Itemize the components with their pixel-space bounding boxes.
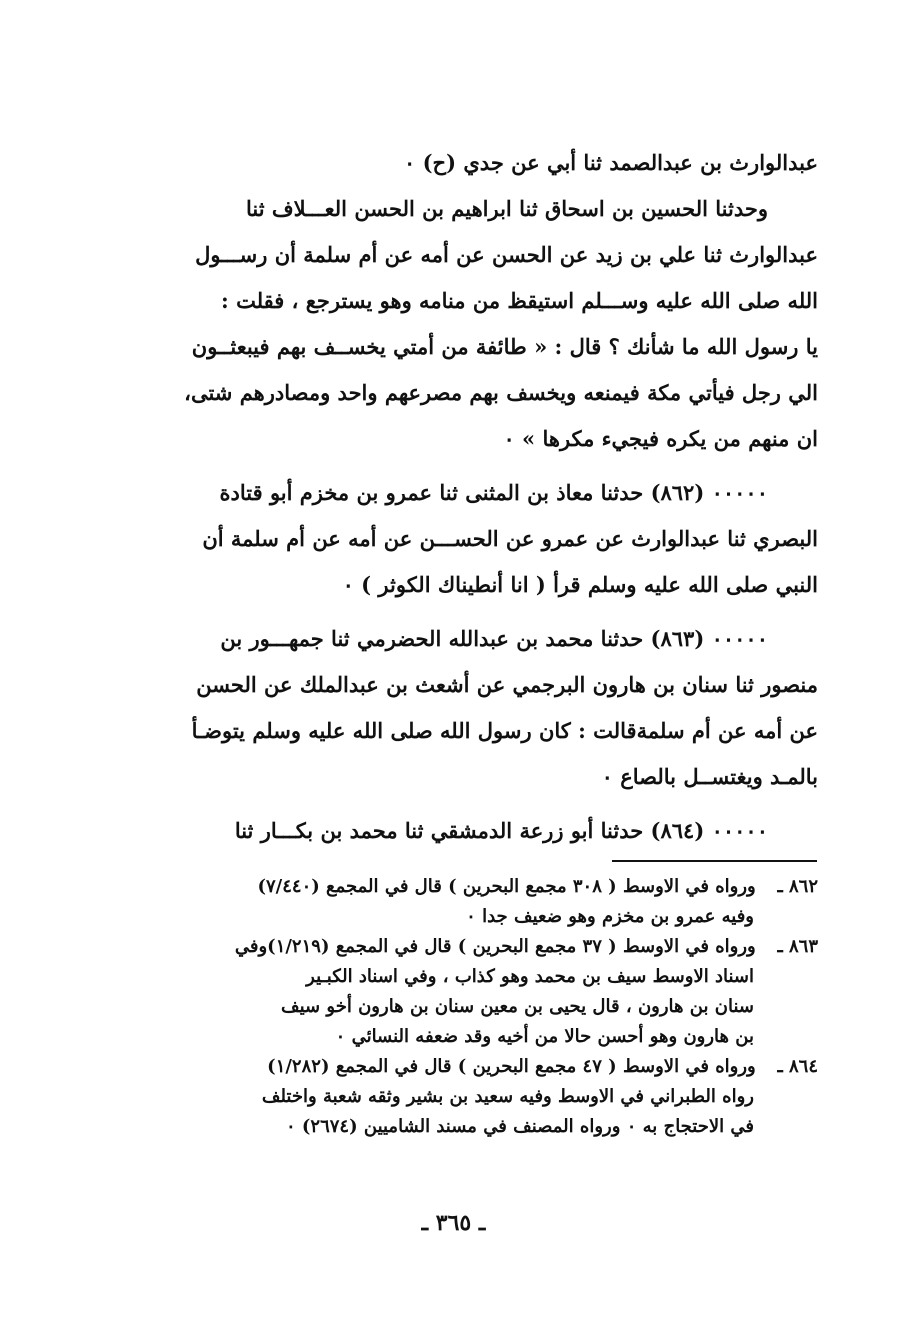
- page-number: ـ ٣٦٥ ـ: [421, 1210, 486, 1236]
- text-line: الله صلى الله عليه وســـلم استيقظ من منامه وهو يسترجع ، فقلت :: [221, 288, 818, 313]
- text-line: ٠٠٠٠٠ (٨٦٣) حدثنا محمد بن عبدالله الحضرمي ثنا جمهـــور بن: [220, 626, 768, 651]
- footnote-line: وفيه عمرو بن مخزم وهو ضعيف جدا ٠: [466, 906, 754, 927]
- footnotes: [100, 872, 818, 1142]
- text-line: البصري ثنا عبدالوارث عن عمرو عن الحســـن عن أمه عن أم سلمة أن: [202, 526, 818, 551]
- text-line: عبدالوارث ثنا علي بن زيد عن الحسن عن أمه عن أم سلمة أن رســـول: [195, 242, 818, 267]
- text-line: بالمـد ويغتســل بالصاع ٠: [601, 764, 818, 789]
- main-text: [100, 140, 818, 854]
- footnote-line: اسناد الاوسط سيف بن محمد وهو كذاب ، وفي اسناد الكبـير: [306, 966, 754, 987]
- footnote-line: رواه الطبراني في الاوسط وفيه سعيد بن بشير وثقه شعبة واختلف: [261, 1086, 754, 1107]
- footnote-line: سنان بن هارون ، قال يحيى بن معين سنان بن هارون أخو سيف: [280, 996, 754, 1017]
- footnote-line: [100, 872, 818, 902]
- footnote-text: ورواه في الاوسط ( ٤٧ مجمع البحرين ) قال في المجمع (١/٢٨٢): [267, 1056, 756, 1077]
- footnote-line: بن هارون وهو أحسن حالا من أخيه وقد ضعفه النسائي ٠: [335, 1026, 754, 1047]
- text-line: الي رجل فيأتي مكة فيمنعه ويخسف بهم مصرعهم واحد ومصادرهم شتى،: [184, 380, 818, 405]
- text-line: يا رسول الله ما شأنك ؟ قال : « طائفة من أمتي يخســف بهم فيبعثــون: [191, 334, 818, 359]
- footnote-text: ورواه في الاوسط ( ٣٧ مجمع البحرين ) قال في المجمع (١/٢١٩)وفي: [234, 936, 756, 957]
- footnote-line: [100, 1052, 818, 1082]
- text-line: وحدثنا الحسين بن اسحاق ثنا ابراهيم بن الحسن العـــلاف ثنا: [246, 196, 768, 221]
- footnote-line: [100, 932, 818, 962]
- footnote-number: ٨٦٣ ـ: [777, 936, 818, 957]
- footnote-number: ٨٦٢ ـ: [777, 876, 818, 897]
- text-line: ان منهم من يكره فيجيء مكرها » ٠: [503, 426, 818, 451]
- text-line: عبدالوارث بن عبدالصمد ثنا أبي عن جدي (ح) ٠: [404, 150, 818, 175]
- footnote-separator: [612, 860, 817, 862]
- text-line: ٠٠٠٠٠ (٨٦٤) حدثنا أبو زرعة الدمشقي ثنا محمد بن بكـــار ثنا: [234, 818, 768, 843]
- footnote-text: ورواه في الاوسط ( ٣٠٨ مجمع البحرين ) قال في المجمع (٧/٤٤٠): [257, 876, 756, 897]
- text-line: ٠٠٠٠٠ (٨٦٢) حدثنا معاذ بن المثنى ثنا عمرو بن مخزم أبو قتادة: [219, 480, 768, 505]
- footnote-line: في الاحتجاج به ٠ ورواه المصنف في مسند الشاميين (٢٦٧٤) ٠: [285, 1116, 754, 1137]
- text-line: النبي صلى الله عليه وسلم قرأ ( انا أنطيناك الكوثر ) ٠: [342, 572, 818, 597]
- text-line: منصور ثنا سنان بن هارون البرجمي عن أشعث بن عبدالملك عن الحسن: [196, 672, 818, 697]
- text-line: عن أمه عن أم سلمةقالت : كان رسول الله صلى الله عليه وسلم يتوضـأ: [191, 718, 818, 743]
- footnote-number: ٨٦٤ ـ: [777, 1056, 818, 1077]
